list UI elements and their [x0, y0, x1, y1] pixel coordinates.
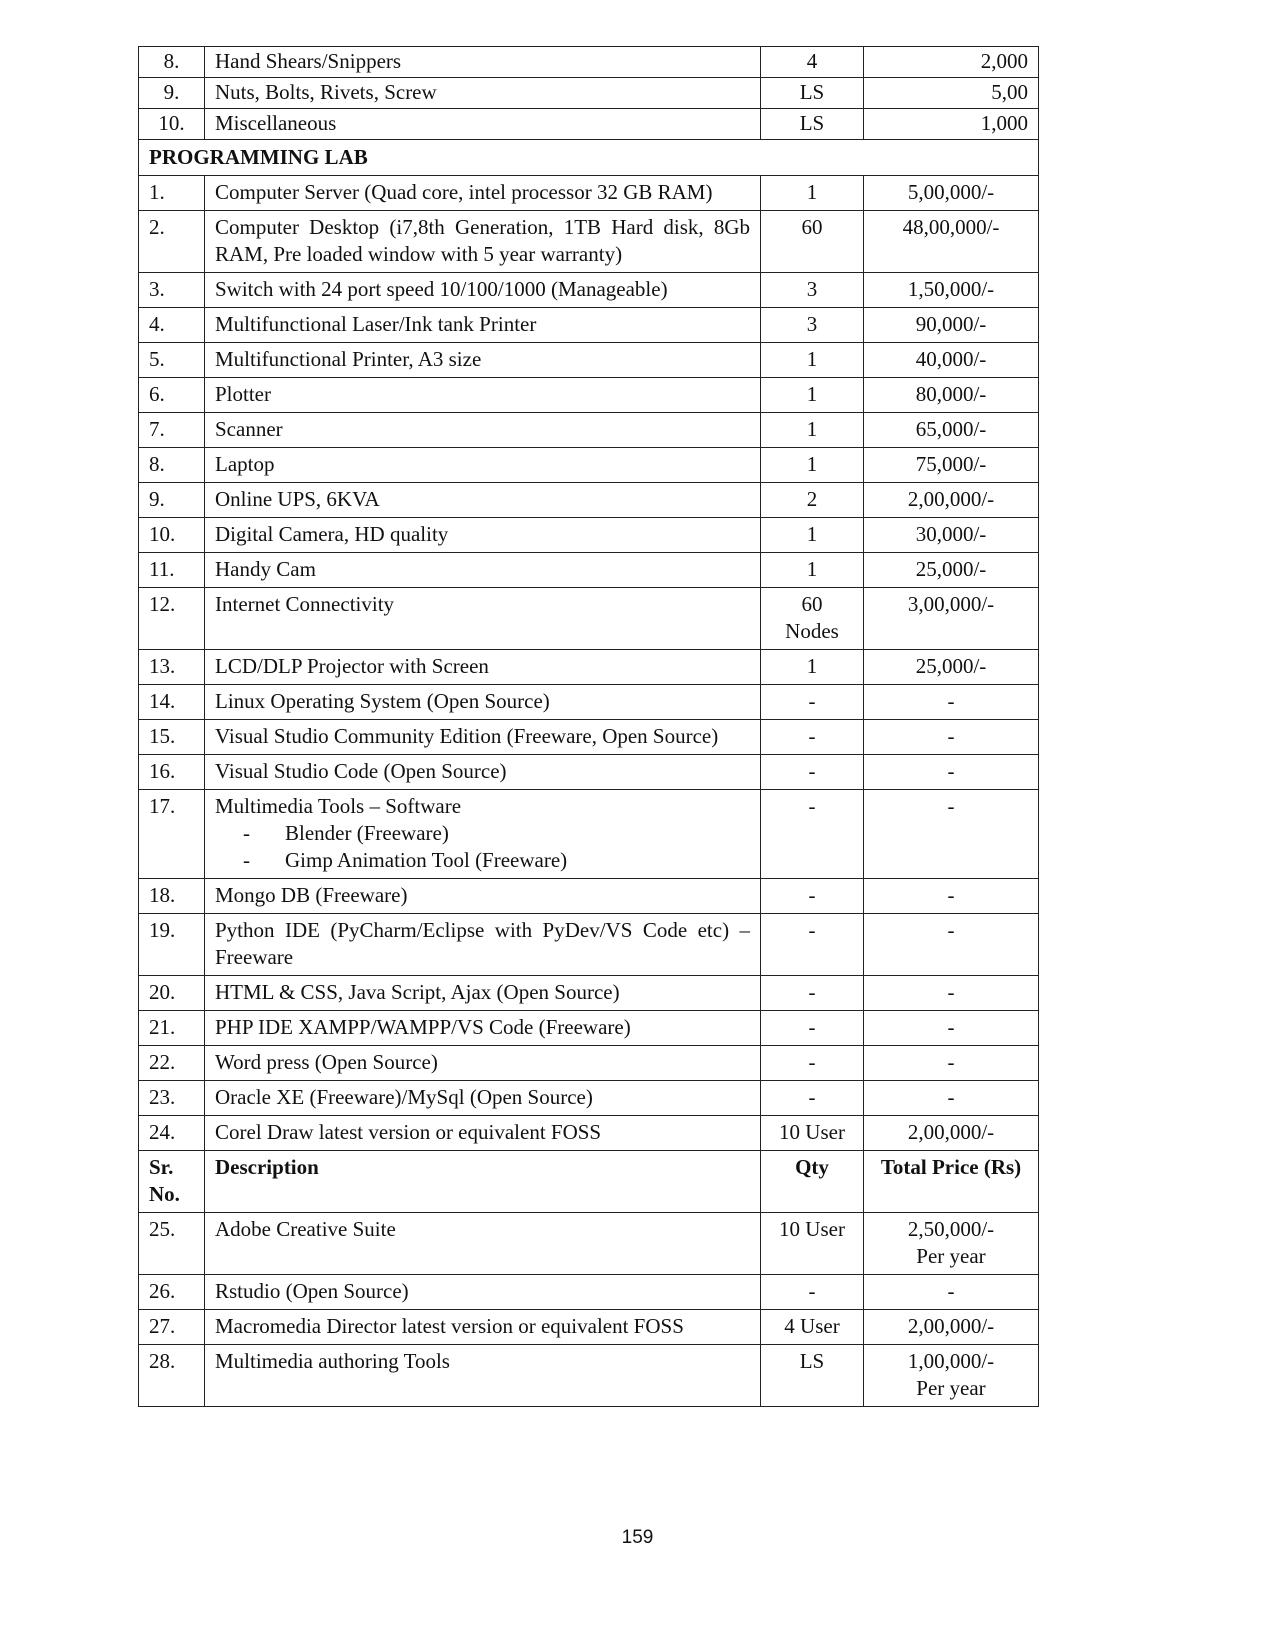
serial-number-cell: 25. [139, 1213, 205, 1275]
price-text: 75,000/- [915, 452, 987, 476]
quantity-cell [761, 976, 864, 1011]
description-text: Digital Camera, HD quality [215, 522, 449, 546]
serial-number-cell: 18. [139, 879, 205, 914]
quantity-cell [761, 588, 864, 650]
serial-number-cell: 19. [139, 914, 205, 976]
serial-number-cell: 15. [139, 720, 205, 755]
price-period-text: Per year [916, 1244, 986, 1268]
price-cell [864, 483, 1039, 518]
description-text: Plotter [215, 382, 271, 406]
table-row [139, 1046, 1039, 1081]
price-cell [864, 588, 1039, 650]
table-row [139, 1116, 1039, 1151]
table-row [139, 176, 1039, 211]
serial-number-cell: 23. [139, 1081, 205, 1116]
price-cell [864, 914, 1039, 976]
price-cell: 5,00 [864, 78, 1039, 109]
price-text: - [947, 1085, 955, 1109]
quantity-text: 3 [806, 277, 818, 301]
quantity-cell [761, 1116, 864, 1151]
price-cell [864, 1116, 1039, 1151]
description-cell [205, 1310, 761, 1345]
serial-number-cell: 7. [139, 413, 205, 448]
quantity-text: - [808, 1015, 816, 1039]
header-serial-number: Sr. No. [139, 1151, 205, 1213]
price-cell [864, 976, 1039, 1011]
description-text: Visual Studio Code (Open Source) [215, 759, 507, 783]
serial-number-cell: 26. [139, 1275, 205, 1310]
quantity-text: 4 User [784, 1314, 840, 1338]
price-cell [864, 1275, 1039, 1310]
quantity-cell [761, 378, 864, 413]
description-cell [205, 1116, 761, 1151]
table-row [139, 1081, 1039, 1116]
table-row [139, 914, 1039, 976]
price-cell: 2,000 [864, 47, 1039, 78]
table-row [139, 448, 1039, 483]
quantity-text: LS [799, 1349, 825, 1373]
serial-number-cell: 22. [139, 1046, 205, 1081]
description-text: Oracle XE (Freeware)/MySql (Open Source) [215, 1085, 593, 1109]
table-row [139, 1275, 1039, 1310]
quantity-cell [761, 790, 864, 879]
serial-number-cell: 24. [139, 1116, 205, 1151]
serial-number-cell: 8. [139, 47, 205, 78]
serial-number-cell: 1. [139, 176, 205, 211]
description-cell [205, 1345, 761, 1407]
description-text: Mongo DB (Freeware) [215, 883, 408, 907]
quantity-text: 1 [806, 522, 818, 546]
price-cell [864, 343, 1039, 378]
quantity-text: 1 [806, 180, 818, 204]
price-text: 3,00,000/- [907, 592, 995, 616]
description-text: Computer Desktop (i7,8th Generation, 1TB Hard disk, 8Gb RAM, Pre loaded window with 5 year warranty) [215, 215, 750, 266]
serial-number-cell: 10. [139, 518, 205, 553]
description-text: Adobe Creative Suite [215, 1217, 396, 1241]
price-cell [864, 720, 1039, 755]
quantity-text: 1 [806, 382, 818, 406]
price-text: 40,000/- [915, 347, 987, 371]
header-quantity: Qty [761, 1151, 864, 1213]
price-text: 48,00,000/- [902, 215, 1000, 239]
quantity-cell [761, 650, 864, 685]
price-cell [864, 413, 1039, 448]
price-period-text: Per year [916, 1376, 986, 1400]
description-text: Corel Draw latest version or equivalent FOSS [215, 1120, 602, 1144]
price-text: 2,00,000/- [907, 487, 995, 511]
description-text: Multimedia Tools – Software [215, 794, 462, 818]
description-cell [205, 1046, 761, 1081]
serial-number-cell: 8. [139, 448, 205, 483]
serial-number-cell: 9. [139, 483, 205, 518]
description-cell: Nuts, Bolts, Rivets, Screw [205, 78, 761, 109]
quantity-cell [761, 176, 864, 211]
sub-item-list [215, 820, 750, 874]
description-text: Multifunctional Laser/Ink tank Printer [215, 312, 537, 336]
dash-bullet-icon: - [243, 848, 250, 872]
price-cell [864, 378, 1039, 413]
quantity-text: 1 [806, 557, 818, 581]
quantity-text: - [808, 980, 816, 1004]
price-text: 2,50,000/- [907, 1217, 995, 1241]
price-cell [864, 273, 1039, 308]
quantity-text: - [808, 918, 816, 942]
quantity-cell [761, 553, 864, 588]
table-row [139, 1213, 1039, 1275]
description-cell [205, 976, 761, 1011]
quantity-cell [761, 1275, 864, 1310]
quantity-text: - [808, 883, 816, 907]
table-row [139, 879, 1039, 914]
description-text: Word press (Open Source) [215, 1050, 438, 1074]
quantity-cell [761, 448, 864, 483]
quantity-text: 1 [806, 417, 818, 441]
price-text: 2,00,000/- [907, 1120, 995, 1144]
serial-number-cell: 10. [139, 109, 205, 140]
description-cell [205, 720, 761, 755]
price-text: - [947, 759, 955, 783]
table-row [139, 518, 1039, 553]
price-cell: 1,000 [864, 109, 1039, 140]
serial-number-cell: 13. [139, 650, 205, 685]
quantity-cell [761, 1310, 864, 1345]
serial-number-cell: 5. [139, 343, 205, 378]
description-text: Handy Cam [215, 557, 316, 581]
price-cell [864, 308, 1039, 343]
description-cell [205, 518, 761, 553]
table-row [139, 413, 1039, 448]
description-cell [205, 273, 761, 308]
price-cell [864, 211, 1039, 273]
description-cell [205, 211, 761, 273]
price-text: - [947, 918, 955, 942]
serial-number-cell: 9. [139, 78, 205, 109]
description-text: Multifunctional Printer, A3 size [215, 347, 482, 371]
quantity-cell [761, 308, 864, 343]
quantity-cell [761, 483, 864, 518]
description-text: Laptop [215, 452, 275, 476]
description-cell [205, 483, 761, 518]
price-text: 30,000/- [915, 522, 987, 546]
table-row [139, 1011, 1039, 1046]
description-cell: Miscellaneous [205, 109, 761, 140]
price-text: 65,000/- [915, 417, 987, 441]
description-cell [205, 1081, 761, 1116]
serial-number-cell: 17. [139, 790, 205, 879]
price-text: - [947, 689, 955, 713]
description-text: Python IDE (PyCharm/Eclipse with PyDev/VS Code etc) – Freeware [215, 918, 750, 969]
description-text: Internet Connectivity [215, 592, 395, 616]
table-row [139, 685, 1039, 720]
description-cell [205, 914, 761, 976]
description-cell [205, 176, 761, 211]
quantity-cell [761, 1345, 864, 1407]
price-text: 25,000/- [915, 654, 987, 678]
section-title: PROGRAMMING LAB [139, 140, 1039, 176]
quantity-cell [761, 914, 864, 976]
quantity-cell [761, 413, 864, 448]
serial-number-cell: 6. [139, 378, 205, 413]
quantity-text: - [808, 759, 816, 783]
quantity-cell: 4 [761, 47, 864, 78]
price-text: - [947, 980, 955, 1004]
serial-number-cell: 27. [139, 1310, 205, 1345]
description-cell [205, 755, 761, 790]
table-row [139, 273, 1039, 308]
price-text: 25,000/- [915, 557, 987, 581]
price-text: - [947, 1050, 955, 1074]
price-cell [864, 1310, 1039, 1345]
quantity-text: - [808, 1279, 816, 1303]
table-header-row [139, 1151, 1039, 1213]
description-text: Visual Studio Community Edition (Freeware, Open Source) [215, 724, 719, 748]
price-cell [864, 1046, 1039, 1081]
table-row [139, 720, 1039, 755]
price-cell [864, 879, 1039, 914]
quantity-text: 1 [806, 654, 818, 678]
price-cell [864, 790, 1039, 879]
description-cell [205, 588, 761, 650]
price-text: 1,00,000/- [907, 1349, 995, 1373]
description-cell [205, 879, 761, 914]
price-cell [864, 1345, 1039, 1407]
description-text: LCD/DLP Projector with Screen [215, 654, 489, 678]
price-cell [864, 685, 1039, 720]
page-number: 159 [621, 1527, 654, 1548]
sub-item-text: Gimp Animation Tool (Freeware) [285, 848, 568, 872]
price-text: - [947, 794, 955, 818]
quantity-cell [761, 343, 864, 378]
sub-item-text: Blender (Freeware) [285, 821, 449, 845]
price-cell [864, 448, 1039, 483]
description-text: HTML & CSS, Java Script, Ajax (Open Source) [215, 980, 620, 1004]
description-cell [205, 1011, 761, 1046]
quantity-cell: LS [761, 78, 864, 109]
table-row [139, 553, 1039, 588]
quantity-text: 1 [806, 452, 818, 476]
table-body [139, 47, 1039, 1407]
quantity-cell [761, 273, 864, 308]
description-text: Macromedia Director latest version or equivalent FOSS [215, 1314, 684, 1338]
quantity-cell [761, 720, 864, 755]
description-cell [205, 378, 761, 413]
price-cell [864, 176, 1039, 211]
price-cell [864, 553, 1039, 588]
description-cell [205, 413, 761, 448]
description-text: Scanner [215, 417, 283, 441]
price-text: 1,50,000/- [907, 277, 995, 301]
description-text: Computer Server (Quad core, intel processor 32 GB RAM) [215, 180, 713, 204]
table-row [139, 211, 1039, 273]
description-cell [205, 308, 761, 343]
serial-number-cell: 2. [139, 211, 205, 273]
table-row [139, 378, 1039, 413]
description-text: Switch with 24 port speed 10/100/1000 (Manageable) [215, 277, 668, 301]
sub-item [243, 820, 750, 847]
serial-number-cell: 14. [139, 685, 205, 720]
serial-number-cell: 4. [139, 308, 205, 343]
table-row [139, 343, 1039, 378]
description-text: PHP IDE XAMPP/WAMPP/VS Code (Freeware) [215, 1015, 631, 1039]
sub-item [243, 847, 750, 874]
description-text: Linux Operating System (Open Source) [215, 689, 550, 713]
quantity-text: 2 [806, 487, 818, 511]
quantity-cell [761, 1213, 864, 1275]
table-row [139, 650, 1039, 685]
equipment-table [138, 46, 1039, 1407]
description-cell [205, 553, 761, 588]
quantity-cell [761, 1011, 864, 1046]
table-row [139, 1310, 1039, 1345]
price-cell [864, 1011, 1039, 1046]
price-cell [864, 755, 1039, 790]
serial-number-cell: 21. [139, 1011, 205, 1046]
price-text: - [947, 1015, 955, 1039]
description-cell [205, 1213, 761, 1275]
serial-number-cell: 28. [139, 1345, 205, 1407]
price-cell [864, 518, 1039, 553]
table-row [139, 1345, 1039, 1407]
serial-number-cell: 11. [139, 553, 205, 588]
quantity-text: - [808, 1085, 816, 1109]
table-row [139, 308, 1039, 343]
dash-bullet-icon: - [243, 821, 250, 845]
price-text: 80,000/- [915, 382, 987, 406]
price-text: - [947, 1279, 955, 1303]
table-row [139, 47, 1039, 78]
table-row [139, 790, 1039, 879]
quantity-cell [761, 1081, 864, 1116]
description-text: Multimedia authoring Tools [215, 1349, 450, 1373]
description-text: Online UPS, 6KVA [215, 487, 380, 511]
quantity-text: 60 [801, 215, 823, 239]
quantity-cell [761, 1046, 864, 1081]
price-text: - [947, 883, 955, 907]
price-cell [864, 650, 1039, 685]
description-text: Rstudio (Open Source) [215, 1279, 409, 1303]
document-page [138, 46, 1038, 1407]
table-row [139, 588, 1039, 650]
header-total-price: Total Price (Rs) [864, 1151, 1039, 1213]
quantity-cell [761, 685, 864, 720]
table-row [139, 483, 1039, 518]
quantity-cell [761, 518, 864, 553]
description-cell [205, 1275, 761, 1310]
header-description: Description [205, 1151, 761, 1213]
description-cell [205, 448, 761, 483]
table-row [139, 755, 1039, 790]
price-text: 90,000/- [915, 312, 987, 336]
price-cell [864, 1213, 1039, 1275]
description-cell: Hand Shears/Snippers [205, 47, 761, 78]
quantity-text: 10 User [779, 1217, 845, 1241]
quantity-unit-text: Nodes [785, 619, 839, 643]
description-cell [205, 685, 761, 720]
price-cell [864, 1081, 1039, 1116]
quantity-text: 3 [806, 312, 818, 336]
serial-number-cell: 12. [139, 588, 205, 650]
quantity-cell [761, 755, 864, 790]
table-row [139, 976, 1039, 1011]
quantity-text: - [808, 689, 816, 713]
table-row [139, 109, 1039, 140]
quantity-text: - [808, 1050, 816, 1074]
quantity-text: - [808, 794, 816, 818]
serial-number-cell: 16. [139, 755, 205, 790]
quantity-cell [761, 211, 864, 273]
quantity-text: 60 [801, 592, 823, 616]
table-row [139, 78, 1039, 109]
description-cell [205, 650, 761, 685]
quantity-cell [761, 879, 864, 914]
quantity-text: 10 User [779, 1120, 845, 1144]
serial-number-cell: 20. [139, 976, 205, 1011]
section-heading-row [139, 140, 1039, 176]
price-text: - [947, 724, 955, 748]
serial-number-cell: 3. [139, 273, 205, 308]
price-text: 5,00,000/- [907, 180, 995, 204]
description-cell [205, 790, 761, 879]
description-cell [205, 343, 761, 378]
quantity-text: 1 [806, 347, 818, 371]
quantity-text: - [808, 724, 816, 748]
quantity-cell: LS [761, 109, 864, 140]
price-text: 2,00,000/- [907, 1314, 995, 1338]
